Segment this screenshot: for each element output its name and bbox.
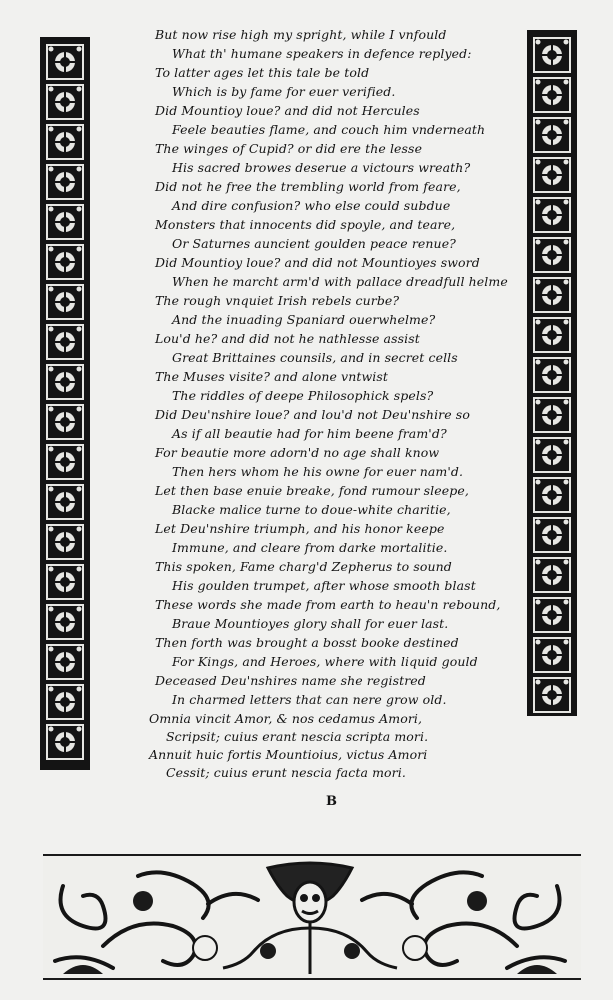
signature-mark: B: [326, 794, 337, 809]
poem-line: Feele beauties flame, and couch him vnderneath: [172, 122, 486, 137]
poem-line: His goulden trumpet, after whose smooth blast: [172, 578, 476, 593]
poem-line: The riddles of deepe Philosophick spels?: [172, 388, 434, 403]
poem-line: And dire confusion? who else could subdue: [172, 198, 451, 213]
poem-line: These words she made from earth to heau'n rebound,: [155, 597, 501, 612]
poem-line: When he marcht arm'd with pallace dreadfull helme: [172, 274, 508, 289]
poem-line: What th' humane speakers in defence replyed:: [172, 46, 472, 61]
latin-line: Scripsit; cuius erant nescia scripta mori.: [166, 729, 429, 744]
poem-line: Lou'd he? and did not he nathlesse assist: [155, 331, 420, 346]
poem-line: Did Deu'nshire loue? and lou'd not Deu'nshire so: [155, 407, 470, 422]
poem-line: The Muses visite? and alone vntwist: [155, 369, 389, 384]
poem-line: Then hers whom he his owne for euer nam'd.: [172, 464, 464, 479]
poem-line: As if all beautie had for him beene fram'd?: [172, 426, 447, 441]
poem-line: Then forth was brought a bosst booke destined: [155, 635, 459, 650]
poem-line: Did not he free the trembling world from feare,: [155, 179, 461, 194]
poem-line: Let Deu'nshire triumph, and his honor keepe: [155, 521, 445, 536]
poem-line: This spoken, Fame charg'd Zepherus to sound: [155, 559, 452, 574]
poem-line: Monsters that innocents did spoyle, and teare,: [155, 217, 456, 232]
poem-line: The rough vnquiet Irish rebels curbe?: [155, 293, 400, 308]
poem-line: Did Mountioy loue? and did not Hercules: [155, 103, 420, 118]
poem-line: Did Mountioy loue? and did not Mountioyes sword: [155, 255, 480, 270]
poem-line: Which is by fame for euer verified.: [172, 84, 396, 99]
poem-line: For Kings, and Heroes, where with liquid gould: [172, 654, 478, 669]
poem-line: To latter ages let this tale be told: [155, 65, 370, 80]
poem-line: And the inuading Spaniard ouerwhelme?: [172, 312, 436, 327]
poem-line: For beautie more adorn'd no age shall know: [155, 445, 440, 460]
poem-line: Blacke malice turne to doue-white charitie,: [172, 502, 451, 517]
poem-line: Immune, and cleare from darke mortalitie.: [172, 540, 448, 555]
poem-line: Or Saturnes auncient goulden peace renue?: [172, 236, 456, 251]
poem-line: His sacred browes deserue a victours wreath?: [172, 160, 471, 175]
latin-line: Cessit; cuius erunt nescia facta mori.: [166, 765, 406, 780]
poem-line: In charmed letters that can nere grow old.: [172, 692, 447, 707]
latin-line: Annuit huic fortis Mountioius, victus Amori: [149, 747, 428, 762]
bottom-ornament-band: [43, 854, 581, 980]
poem-line: The winges of Cupid? or did ere the lesse: [155, 141, 423, 156]
latin-line: Omnia vincit Amor, & nos cedamus Amori,: [149, 711, 423, 726]
poem-line: Great Brittaines counsils, and in secret cells: [172, 350, 458, 365]
poem-line: But now rise high my spright, while I vnfould: [155, 27, 447, 42]
poem-line: Let then base enuie breake, fond rumour sleepe,: [155, 483, 469, 498]
poem-line: Braue Mountioyes glory shall for euer last.: [172, 616, 449, 631]
poem-line: Deceased Deu'nshires name she registred: [155, 673, 426, 688]
